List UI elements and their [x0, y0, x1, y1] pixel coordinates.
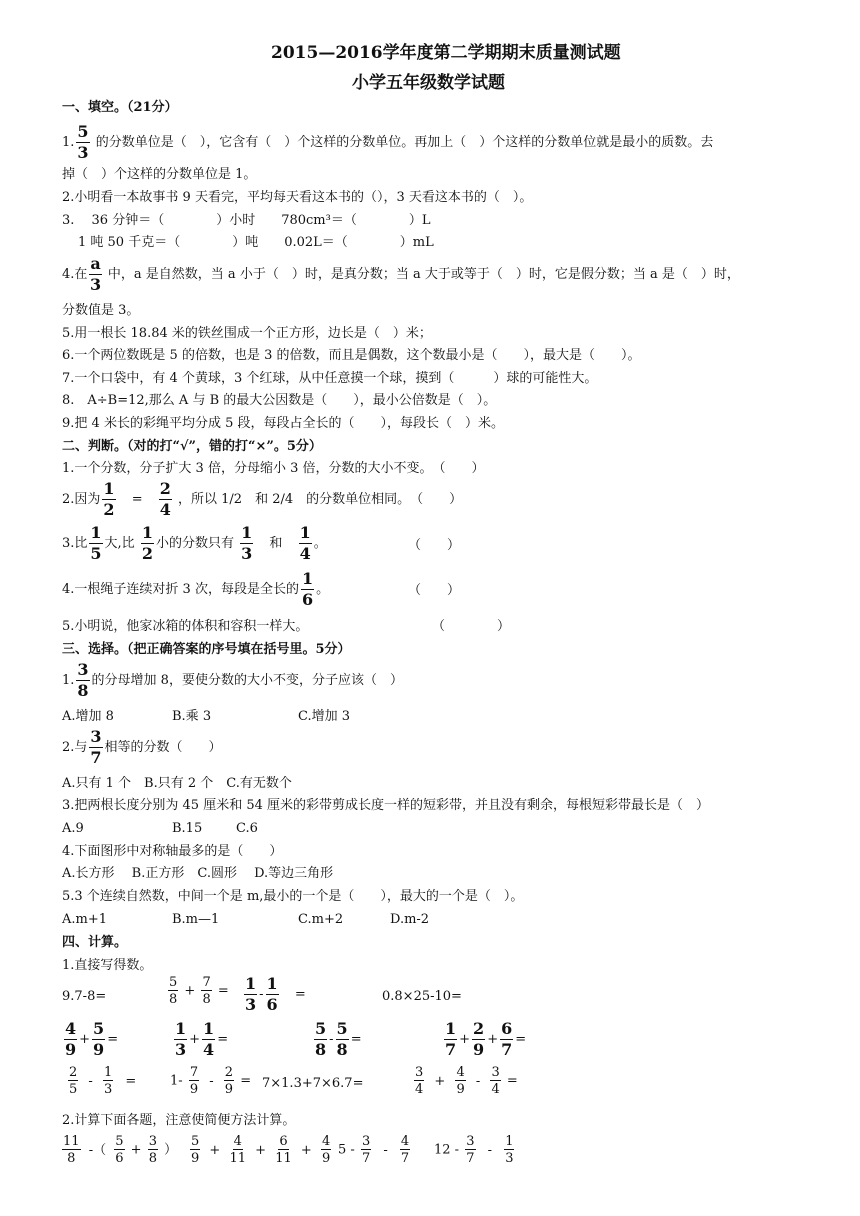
fraction: $\frac{5}{9}$ [191, 1134, 200, 1166]
q4-lead: 4.一根绳子连续对折 3 次，每段是全长的 [62, 582, 299, 597]
fraction: $\frac{6}{11}$ [275, 1134, 292, 1166]
operator: - [487, 1142, 493, 1158]
q3-lead: 3.比 [62, 536, 88, 551]
s1-q7: 7.一个口袋中，有 4 个黄球，3 个红球，从中任意摸一个球，摸到（ ）球的可能性大。 [62, 371, 598, 386]
prefix: 5 - [338, 1142, 355, 1158]
q1-lead: 1. [62, 673, 75, 688]
s2-q2 [62, 481, 462, 518]
equals: = [515, 1032, 527, 1047]
q2-lead: 2.因为 [62, 492, 101, 507]
fraction: $\frac{a}{3}$ [90, 254, 102, 294]
equals: = [506, 1073, 518, 1089]
fraction: $\frac{1}{2}$ [103, 479, 115, 519]
fraction: $\frac{4}{7}$ [400, 1134, 410, 1166]
operator: - [475, 1073, 481, 1089]
operator: + [300, 1142, 312, 1158]
s3-q5-opt-c: C.m+2 [298, 912, 344, 927]
fraction: $\frac{3}{7}$ [361, 1134, 371, 1166]
s1-q8: 8. A÷B=12,那么 A 与 B 的最大公因数是（ ），最小公倍数是（ ）。 [62, 393, 497, 408]
s1-q6: 6.一个两位数既是 5 的倍数，也是 3 的倍数，而且是偶数，这个数最小是（ ），最大是（ ）。 [62, 348, 641, 363]
calc-r1-b [166, 976, 229, 1006]
fraction: $\frac{1}{7}$ [445, 1019, 457, 1059]
operator: + [189, 1032, 201, 1047]
q1-text: 的分数单位是（ ），它含有（ ）个这样的分数单位。再加上（ ）个这样的分数单位就是最小的质数。去 [95, 135, 714, 150]
s3-q3-opt-a: A.9 [62, 821, 84, 836]
calc-r4-d [434, 1135, 516, 1165]
fraction: $\frac{5}{9}$ [93, 1019, 105, 1059]
s3-q5-opt-b: B.m—1 [172, 912, 220, 927]
q3-text-1: 大,比 [104, 536, 135, 551]
fraction: $\frac{4}{9}$ [456, 1065, 465, 1097]
s3-q2-options: A.只有 1 个 B.只有 2 个 C.有无数个 [62, 776, 292, 791]
calc-r1-a: 9.7-8= [62, 989, 107, 1004]
s3-q2 [62, 729, 222, 766]
q3-text-2: 小的分数只有 [155, 536, 234, 551]
s2-q3-paren: （ ） [408, 538, 461, 553]
q2-text: 相等的分数（ ） [104, 740, 222, 755]
section-2-heading: 二、判断。（对的打“√”，错的打“×”。5分） [62, 439, 322, 454]
calc-r3-c: 7×1.3+7×6.7= [262, 1076, 364, 1091]
q2-text: ，所以 1/2 和 2/4 的分数单位相同。 （ ） [178, 492, 463, 507]
s3-q3: 3.把两根长度分别为 45 厘米和 54 厘米的彩带剪成长度一样的短彩带，并且没有剩余，每根短彩带最长是（ ） [62, 798, 710, 813]
fraction: $\frac{5}{6}$ [115, 1134, 124, 1166]
prefix: 1- [170, 1073, 183, 1089]
calc-r3-d [412, 1066, 518, 1096]
fraction: $\frac{7}{8}$ [202, 975, 211, 1007]
fraction: $\frac{1}{2}$ [141, 523, 153, 563]
equals: = [217, 983, 229, 999]
calc-r1-c [242, 976, 306, 1013]
s3-q1 [62, 662, 403, 699]
fraction: $\frac{3}{8}$ [77, 660, 89, 700]
fraction: $\frac{1}{4}$ [299, 523, 311, 563]
s4-part-2: 2.计算下面各题，注意使简便方法计算。 [62, 1113, 296, 1128]
s2-q4 [62, 571, 329, 608]
fraction: $\frac{3}{4}$ [415, 1065, 424, 1097]
s2-q5-paren: （ ） [432, 619, 511, 634]
operator: + [130, 1142, 142, 1158]
calc-r3-a [66, 1066, 136, 1096]
operator: ） [164, 1142, 178, 1158]
fraction: $\frac{11}{8}$ [63, 1134, 80, 1166]
fraction: $\frac{2}{4}$ [159, 479, 171, 519]
fraction: $\frac{1}{3}$ [505, 1134, 514, 1166]
q2-lead: 2.与 [62, 740, 88, 755]
q4-text: 中，a 是自然数，当 a 小于（ ）时，是真分数；当 a 大于或等于（ ）时，它是假分数；当 a 是（ ）时， [107, 267, 740, 282]
fraction: $\frac{3}{8}$ [148, 1134, 157, 1166]
s3-q1-opt-c: C.增加 3 [298, 709, 351, 724]
fraction: $\frac{1}{4}$ [203, 1019, 215, 1059]
s3-q4-options: A.长方形 B.正方形 C.圆形 D.等边三角形 [62, 866, 334, 881]
s1-q5: 5.用一根长 18.84 米的铁丝围成一个正方形，边长是（ ）米； [62, 326, 432, 341]
s2-q3 [62, 525, 327, 562]
fraction: $\frac{4}{9}$ [65, 1019, 77, 1059]
q3-text-3: 和 [269, 536, 283, 551]
equals: = [107, 1032, 119, 1047]
s3-q3-opt-b: B.15 [172, 821, 203, 836]
operator: + [209, 1142, 221, 1158]
s2-q1: 1.一个分数，分子扩大 3 倍，分母缩小 3 倍，分数的大小不变。 （ ） [62, 461, 485, 476]
operator: + [434, 1073, 446, 1089]
s3-q1-opt-b: B.乘 3 [172, 709, 212, 724]
q1-number: 1. [62, 135, 75, 150]
operator: - [209, 1073, 214, 1089]
operator: - [259, 987, 264, 1002]
calc-r1-d: 0.8×25-10= [382, 989, 462, 1004]
equals: = [294, 987, 306, 1002]
fraction: $\frac{1}{3}$ [175, 1019, 187, 1059]
s2-q5: 5.小明说，他家冰箱的体积和容积一样大。 [62, 619, 309, 634]
calc-r4-b [188, 1135, 333, 1165]
operator: + [255, 1142, 267, 1158]
fraction: $\frac{5}{8}$ [336, 1019, 348, 1059]
fraction: $\frac{4}{9}$ [321, 1134, 331, 1166]
calc-r4-a [60, 1135, 177, 1165]
equals: = [131, 492, 143, 507]
equals: = [350, 1032, 362, 1047]
operator: + [487, 1032, 499, 1047]
fraction: $\frac{4}{11}$ [229, 1134, 247, 1166]
fraction: $\frac{1}{3}$ [103, 1065, 113, 1097]
calc-r3-b [170, 1066, 251, 1096]
page-title: 2015—2016学年度第二学期期末质量测试题 [271, 43, 621, 63]
q4-text: 。 [316, 582, 330, 597]
section-3-heading: 三、选择。（把正确答案的序号填在括号里。5分） [62, 642, 351, 657]
operator: - [383, 1142, 388, 1158]
s3-q1-opt-a: A.增加 8 [62, 709, 114, 724]
operator: -（ [88, 1142, 107, 1158]
fraction: $\frac{1}{5}$ [90, 523, 102, 563]
calc-r2-c [312, 1021, 362, 1058]
fraction: $\frac{1}{6}$ [266, 974, 278, 1014]
q1-text: 的分母增加 8，要使分数的大小不变，分子应该（ ） [91, 673, 403, 688]
calc-r4-c [338, 1135, 412, 1165]
s4-part-1: 1.直接写得数。 [62, 958, 153, 973]
fraction: $\frac{2}{5}$ [69, 1065, 78, 1097]
fraction: $\frac{2}{9}$ [224, 1065, 234, 1097]
operator: + [459, 1032, 471, 1047]
s1-q4-line1 [62, 256, 740, 293]
s3-q5-opt-a: A.m+1 [62, 912, 108, 927]
s3-q5: 5.3 个连续自然数，中间一个是 m,最小的一个是（ ），最大的一个是（ ）。 [62, 889, 524, 904]
equals: = [125, 1073, 137, 1089]
operator: + [184, 983, 196, 999]
fraction: $\frac{2}{9}$ [473, 1019, 485, 1059]
s1-q4-line2: 分数值是 3。 [62, 303, 140, 318]
fraction: $\frac{1}{3}$ [241, 523, 253, 563]
fraction: $\frac{3}{4}$ [491, 1065, 500, 1097]
fraction: $\frac{6}{7}$ [501, 1019, 513, 1059]
page-subtitle: 小学五年级数学试题 [352, 73, 505, 93]
fraction: $\frac{7}{9}$ [189, 1065, 199, 1097]
section-1-heading: 一、填空。（21分） [62, 100, 178, 115]
s2-q4-paren: （ ） [408, 583, 461, 598]
s1-q3-line1: 3. 36 分钟＝（ ）小时 780cm³＝（ ）L [62, 213, 431, 228]
calc-r2-b [172, 1021, 228, 1058]
s3-q5-opt-d: D.m-2 [390, 912, 430, 927]
operator: + [79, 1032, 91, 1047]
fraction: $\frac{1}{6}$ [301, 569, 314, 609]
section-4-heading: 四、计算。 [62, 935, 128, 950]
equals: = [217, 1032, 229, 1047]
fraction: $\frac{1}{3}$ [245, 974, 257, 1014]
s3-q3-opt-c: C.6 [236, 821, 258, 836]
s1-q1-line2: 掉（ ）个这样的分数单位是 1。 [62, 167, 257, 182]
fraction: $\frac{3}{7}$ [466, 1134, 475, 1166]
s1-q2: 2.小明看一本故事书 9 天看完，平均每天看这本书的（），3 天看这本书的（ ）。 [62, 190, 533, 205]
operator: - [329, 1032, 334, 1047]
s1-q3-line2: 1 吨 50 千克＝（ ）吨 0.02L＝（ ）mL [78, 235, 434, 250]
calc-r2-a [62, 1021, 118, 1058]
fraction: $\frac{3}{7}$ [90, 727, 102, 767]
q3-text-4: 。 [313, 536, 327, 551]
fraction: $\frac{5}{3}$ [77, 122, 89, 162]
s3-q4: 4.下面图形中对称轴最多的是（ ） [62, 844, 283, 859]
q4-lead: 4.在 [62, 267, 88, 282]
prefix: 12 - [434, 1142, 460, 1158]
fraction: $\frac{5}{8}$ [315, 1019, 327, 1059]
equals: = [240, 1073, 252, 1089]
fraction: $\frac{5}{8}$ [169, 975, 178, 1007]
calc-r2-d [442, 1021, 526, 1058]
s1-q9: 9.把 4 米长的彩绳平均分成 5 段，每段占全长的（ ），每段长（ ）米。 [62, 416, 504, 431]
operator: - [88, 1073, 93, 1089]
s1-q1-line1 [62, 124, 713, 161]
